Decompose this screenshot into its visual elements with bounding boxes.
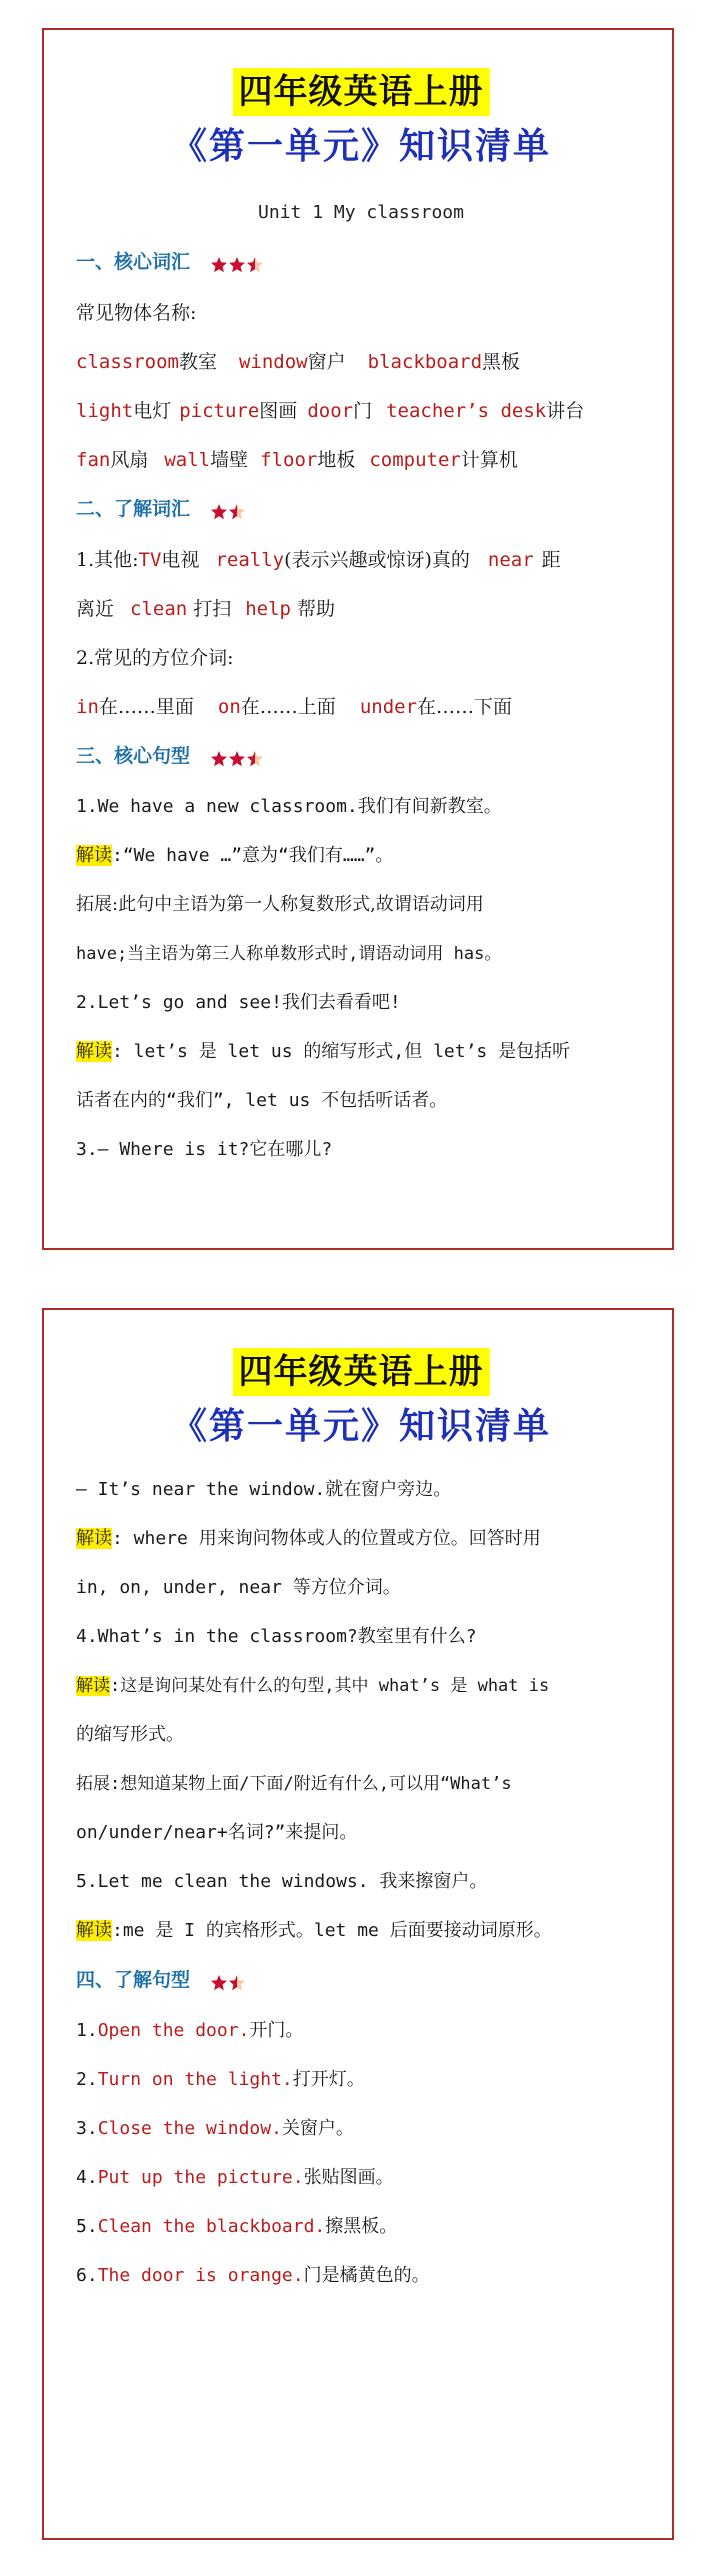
section-heading-text: 四、了解句型 xyxy=(76,1969,191,1991)
vocab-en: near xyxy=(487,549,534,571)
pattern-row xyxy=(76,2262,646,2290)
pattern-number: 6. xyxy=(76,2265,98,2286)
pattern-en: Put up the picture. xyxy=(97,2167,304,2188)
rating-stars xyxy=(210,497,246,525)
pattern-number: 3. xyxy=(76,2118,98,2139)
vocab-zh: 地板 xyxy=(317,449,356,471)
unit-title: 《第一单元》知识清单 xyxy=(170,1405,551,1447)
vocab-en: computer xyxy=(369,449,461,471)
vocab-zh: 在……下面 xyxy=(417,696,513,718)
explain-label: 解读 xyxy=(76,1041,112,1062)
explain-text: :这是询问某处有什么的句型,其中 what’s 是 what is xyxy=(110,1676,550,1696)
vocab-en: door xyxy=(307,400,354,422)
vocab-zh: 计算机 xyxy=(460,449,518,471)
sentence-1: 1.We have a new classroom.我们有间新教室。 xyxy=(76,796,502,817)
vocab-en: teacher’s desk xyxy=(386,400,547,422)
star-full-icon xyxy=(210,1974,228,1992)
vocab-zh: 讲台 xyxy=(546,400,585,422)
vocab-en: under xyxy=(359,696,418,718)
explain-4-line-2: 的缩写形式。 xyxy=(76,1724,184,1745)
vocab-en: in xyxy=(76,696,99,718)
vocab-en: light xyxy=(76,400,134,422)
pattern-number: 4. xyxy=(76,2167,98,2188)
star-full-icon xyxy=(210,256,228,274)
explain-text: : where 用来询问物体或人的位置或方位。回答时用 xyxy=(112,1528,541,1549)
explain-text: : let’s 是 let us 的缩写形式,但 let’s 是包括听 xyxy=(112,1041,571,1062)
section-heading-learn-vocab xyxy=(76,495,646,525)
extension-4-line-2: on/under/near+名词?”来提问。 xyxy=(76,1822,358,1843)
page-title: 四年级英语上册 xyxy=(233,1348,490,1396)
extension-4-line-1: 拓展:想知道某物上面/下面/附近有什么,可以用“What’s xyxy=(76,1774,512,1794)
vocab-en: clean xyxy=(130,598,188,620)
vocab-zh: 墙壁 xyxy=(210,449,249,471)
vocab-en: window xyxy=(238,351,308,373)
unit-subtitle: Unit 1 My classroom xyxy=(258,202,464,223)
explain-2-line-1 xyxy=(76,1038,646,1066)
star-full-icon xyxy=(210,750,228,768)
pattern-row xyxy=(76,2115,646,2143)
vocab-row-3 xyxy=(76,446,646,474)
pattern-number: 1. xyxy=(76,2020,98,2041)
pattern-en: The door is orange. xyxy=(97,2265,304,2286)
star-half-icon xyxy=(246,256,264,274)
vocab-zh: 图画 xyxy=(259,400,298,422)
rating-stars xyxy=(210,744,264,772)
vocab-en: blackboard xyxy=(367,351,483,373)
section-heading-core-vocab xyxy=(76,248,646,278)
pattern-row xyxy=(76,2066,646,2094)
explain-text: :me 是 I 的宾格形式。let me 后面要接动词原形。 xyxy=(112,1920,552,1941)
vocab-zh: 黑板 xyxy=(482,351,521,373)
vocab-zh: 电灯 xyxy=(133,400,172,422)
vocab-zh: (表示兴趣或惊讶)真的 xyxy=(284,549,470,571)
star-half-icon xyxy=(228,1974,246,1992)
star-half-icon xyxy=(228,503,246,521)
extension-1-line-1: 拓展:此句中主语为第一人称复数形式,故谓语动词用 xyxy=(76,894,484,915)
other-vocab-line-2 xyxy=(76,595,646,623)
item-number: 1.其他: xyxy=(76,549,139,571)
sentence-3: 3.— Where is it?它在哪儿? xyxy=(76,1139,333,1160)
explain-label: 解读 xyxy=(76,1920,112,1941)
pattern-en: Close the window. xyxy=(97,2118,282,2139)
section-heading-text: 一、核心词汇 xyxy=(76,251,191,273)
pattern-zh: 开门。 xyxy=(249,2020,304,2041)
vocab-en: picture xyxy=(179,400,260,422)
pattern-row xyxy=(76,2017,646,2045)
explain-3-line-1 xyxy=(76,1525,646,1553)
vocab-zh: 教室 xyxy=(178,351,217,373)
vocab-zh: 帮助 xyxy=(297,598,336,620)
pattern-number: 5. xyxy=(76,2216,98,2237)
section-heading-text: 三、核心句型 xyxy=(76,745,191,767)
pattern-en: Open the door. xyxy=(97,2020,250,2041)
explain-text: :“We have …”意为“我们有……”。 xyxy=(112,845,394,866)
vocab-zh: 风扇 xyxy=(110,449,149,471)
vocab-en: wall xyxy=(164,449,211,471)
vocab-en: TV xyxy=(138,549,162,571)
sentence-4: 4.What’s in the classroom?教室里有什么? xyxy=(76,1626,477,1647)
explain-3-line-2: in, on, under, near 等方位介词。 xyxy=(76,1577,401,1598)
pattern-en: Turn on the light. xyxy=(97,2069,293,2090)
vocab-zh: 在……上面 xyxy=(240,696,336,718)
pattern-zh: 打开灯。 xyxy=(292,2069,365,2090)
pattern-zh: 门是橘黄色的。 xyxy=(303,2265,430,2286)
pattern-row xyxy=(76,2213,646,2241)
vocab-zh: 离近 xyxy=(76,598,115,620)
vocab-zh: 窗户 xyxy=(307,351,346,373)
vocab-zh: 门 xyxy=(353,400,373,422)
section-heading-core-sentences xyxy=(76,742,646,772)
rating-stars xyxy=(210,250,264,278)
vocab-en: really xyxy=(215,549,285,571)
pattern-zh: 擦黑板。 xyxy=(325,2216,398,2237)
vocab-zh: 距 xyxy=(541,549,561,571)
pattern-zh: 张贴图画。 xyxy=(303,2167,394,2188)
section-heading-learn-sentences xyxy=(76,1966,646,1996)
sentence-2: 2.Let’s go and see!我们去看看吧! xyxy=(76,992,401,1013)
vocab-zh: 在……里面 xyxy=(98,696,194,718)
vocab-row-1 xyxy=(76,348,646,376)
vocab-en: help xyxy=(245,598,291,620)
section-heading-text: 二、了解词汇 xyxy=(76,498,191,520)
star-full-icon xyxy=(228,256,246,274)
knowledge-card-2 xyxy=(42,1308,674,2540)
pattern-row xyxy=(76,2164,646,2192)
star-half-icon xyxy=(246,750,264,768)
vocab-en: on xyxy=(217,696,241,718)
prep-row xyxy=(76,693,646,721)
prep-label: 2.常见的方位介词: xyxy=(76,647,234,669)
vocab-en: floor xyxy=(260,449,318,471)
sentence-3-answer: — It’s near the window.就在窗户旁边。 xyxy=(76,1479,452,1500)
explain-5 xyxy=(76,1917,646,1945)
explain-2-line-2: 话者在内的“我们”, let us 不包括听话者。 xyxy=(76,1090,448,1111)
vocab-row-2 xyxy=(76,397,646,425)
vocab-en: fan xyxy=(76,449,111,471)
pattern-number: 2. xyxy=(76,2069,98,2090)
unit-title: 《第一单元》知识清单 xyxy=(170,125,551,167)
pattern-zh: 关窗户。 xyxy=(281,2118,354,2139)
explain-label: 解读 xyxy=(76,1528,112,1549)
common-objects-label: 常见物体名称: xyxy=(76,302,197,324)
page-title: 四年级英语上册 xyxy=(233,68,490,116)
star-full-icon xyxy=(210,503,228,521)
vocab-zh: 打扫 xyxy=(193,598,232,620)
explain-label: 解读 xyxy=(76,845,112,866)
knowledge-card-1 xyxy=(42,28,674,1250)
explain-4-line-1 xyxy=(76,1672,646,1700)
explain-1 xyxy=(76,842,646,870)
sentence-5: 5.Let me clean the windows. 我来擦窗户。 xyxy=(76,1871,488,1892)
vocab-zh: 电视 xyxy=(161,549,200,571)
other-vocab-line-1 xyxy=(76,546,646,574)
rating-stars xyxy=(210,1968,246,1996)
explain-label: 解读 xyxy=(76,1676,110,1696)
extension-1-line-2: have;当主语为第三人称单数形式时,谓语动词用 has。 xyxy=(76,944,502,964)
pattern-en: Clean the blackboard. xyxy=(97,2216,326,2237)
star-full-icon xyxy=(228,750,246,768)
vocab-en: classroom xyxy=(76,351,179,373)
